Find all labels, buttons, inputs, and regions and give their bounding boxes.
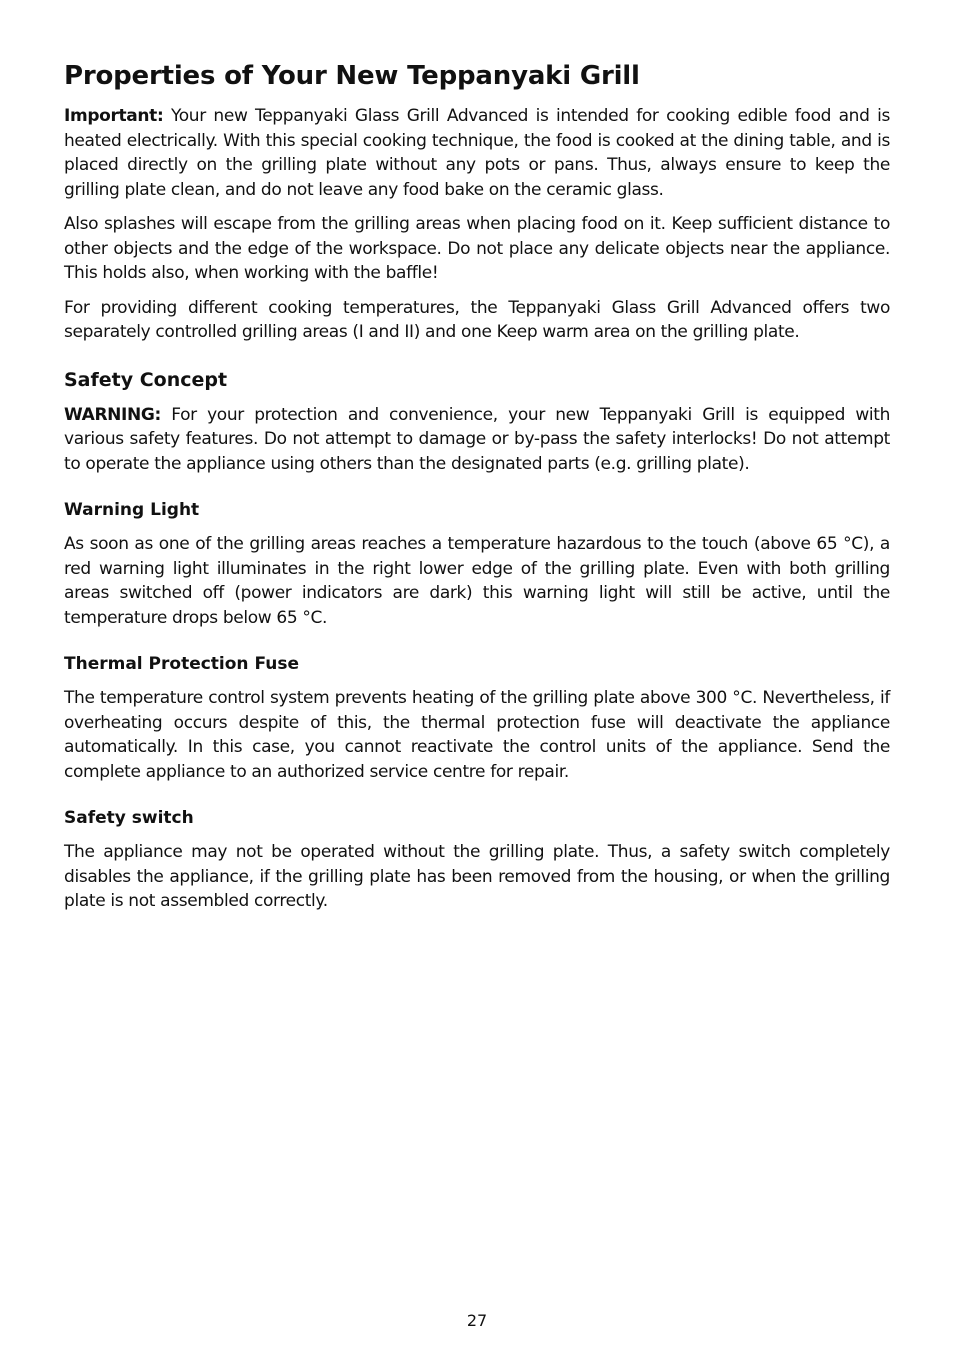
safety-concept-heading: Safety Concept: [64, 368, 228, 391]
safety-concept-paragraph: [64, 403, 890, 477]
intro-text: Your new Teppanyaki Glass Grill Advanced is intended for cooking edible food and is heated electrically. With this special cooking technique, the food is cooked at the dining table, and is placed directly on the grilling plate without any pots or pans. Thus, always ensure to keep the grilling plate clean, and do not leave any food bake on the ceramic glass.: [64, 106, 890, 200]
intro-paragraph: [64, 104, 890, 202]
page-number: 27: [466, 1311, 488, 1330]
splash-paragraph: Also splashes will escape from the grilling areas when placing food on it. Keep sufficient distance to other objects and the edge of the workspace. Do not place any delicate objects near the appliance. This holds also, when working with the baffle!: [64, 214, 890, 283]
thermal-fuse-heading: Thermal Protection Fuse: [64, 654, 299, 674]
safety-switch-heading: Safety switch: [64, 808, 194, 828]
warning-light-heading: Warning Light: [64, 500, 200, 520]
safety-switch-paragraph: The appliance may not be operated without the grilling plate. Thus, a safety switch completely disables the appliance, if the grilling plate has been removed from the housing, or when the grilling plate is not assembled correctly.: [64, 842, 890, 911]
safety-concept-text: For your protection and convenience, your new Teppanyaki Grill is equipped with various safety features. Do not attempt to damage or by-pass the safety interlocks! Do not attempt to operate the appliance using others than the designated parts (e.g. grilling plate).: [64, 404, 890, 474]
warning-light-paragraph: As soon as one of the grilling areas reaches a temperature hazardous to the touch (above 65 °C), a red warning light illuminates in the right lower edge of the grilling plate. Even with both grilling areas switched off (power indicators are dark) this warning light will still be active, until the temperature drops below 65 °C.: [64, 534, 890, 628]
page-title: Properties of Your New Teppanyaki Grill: [64, 61, 640, 91]
temperature-areas-paragraph: For providing different cooking temperatures, the Teppanyaki Glass Grill Advanced offers two separately controlled grilling areas (I and II) and one Keep warm area on the grilling plate.: [64, 297, 890, 342]
thermal-fuse-paragraph: The temperature control system prevents heating of the grilling plate above 300 °C. Nevertheless, if overheating occurs despite of this, the thermal protection fuse will deactivate the appliance automatically. In this case, you cannot reactivate the control units of the appliance. Send the complete appliance to an authorized service centre for repair.: [64, 688, 890, 782]
important-label: Important:: [64, 106, 164, 126]
document-page: [64, 58, 890, 924]
warning-label: WARNING:: [64, 404, 161, 425]
